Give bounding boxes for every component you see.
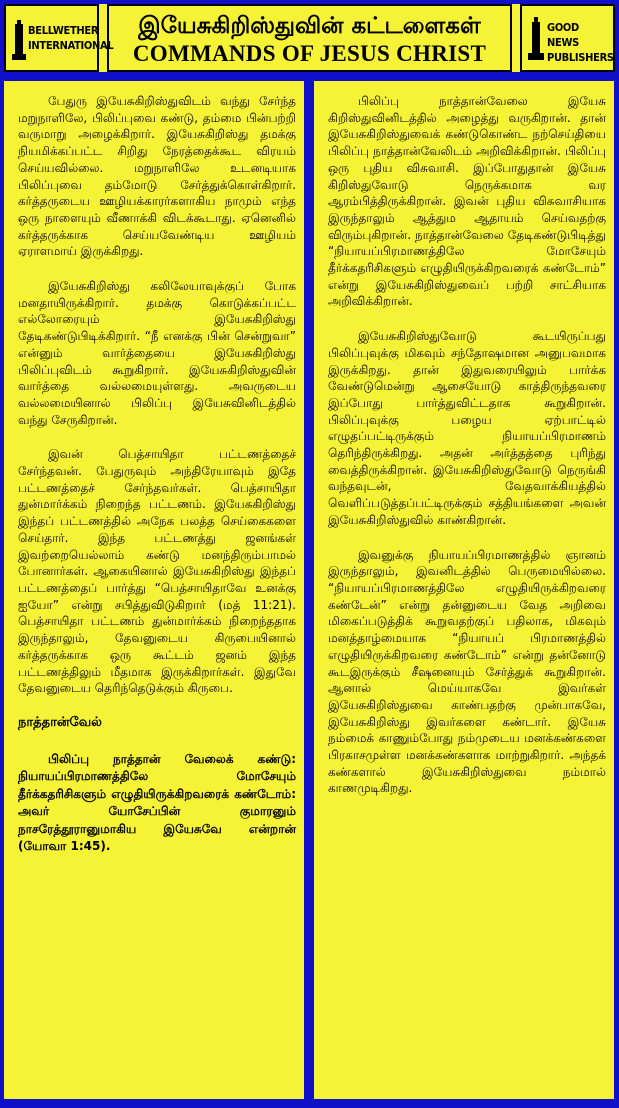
bellwether-logo-text [28,23,113,53]
title-box [107,4,512,72]
right-column [314,81,614,1099]
section-heading: நாத்தான்வேல் [18,714,102,730]
good-news-logo [520,4,615,72]
paragraph: பேதுரு இயேசுகிறிஸ்துவிடம் வந்து சேர்ந்த மறுநாளிலே, பிலிப்புவை கண்டு, தம்மை பின்பற்றி வருமாறு அழைக்கிறார். இயேசுகிறிஸ்து தமக்கு நியமிக்கப்பட்ட சிறிது நேரத்தைக்கூட விரயம் செய்யவில்லை. மறுநாளிலே உடனடியாக பிலிப்புவை தம்மோடு சேர்த்துக்கொள்கிறார். கர்த்தருடைய ஊழியக்காரர்களாகிய நாமும் எந்த ஒரு நாளையும் வீணாக்கி விடக்கூடாது. ஏனெனில் கர்த்தருக்காக செய்யவேண்டிய ஊழியம் ஏராளமாய் இருக்கிறது. [18,94,296,259]
page-title-tamil: இயேசுகிறிஸ்துவின் கட்டளைகள் [138,13,481,39]
logo-line-2: PUBLISHERS [547,51,614,64]
logo-line-2: INTERNATIONAL [28,39,114,52]
bellwether-logo [4,4,114,72]
paragraph: இவனுக்கு நியாயப்பிரமாணத்தில் ஞானம் இருந்தாலும், இவனிடத்தில் பெருமையில்லை. “நியாயப்பிரமாணத்திலே எழுதியிருக்கிறவரை கண்டேன்” என்று தன்னுடைய வேத அறிவை மிகைப்படுத்திக் கூறுவதற்குப் பதிலாக, மிகவும் மனத்தாழ்மையாக “நியாயப் பிரமாணத்தில் எழுதியிருக்கிறவரை கண்டோம்” என்று தன்னோடு கூடஇருக்கும் சீஷனையும் சேர்த்துக் கூறுகிறான். ஆனால் மெய்யாகவே இவர்கள் இயேசுகிறிஸ்துவை காண்பதற்கு முன்பாகவே, இயேசுகிறிஸ்து இவர்களை கண்டார். இயேசு நம்மைக் காணும்போது நம்முடைய மனக்கண்களை பிரகாசமுள்ள மனக்கண்களாக மாற்றுகிறார். அந்தக் கண்களால் இயேசுகிறிஸ்துவை நம்மால் காணமுடிகிறது. [328,547,606,796]
logo-line-1: BELLWETHER [28,24,99,37]
paragraph: இயேசுகிறிஸ்துவோடு கூடயிருப்பது பிலிப்புவுக்கு மிகவும் சந்தோஷமான அனுபவமாக இருக்கிறது. தான் இதுவரையிலும் பார்க்க வேண்டுமென்று ஆசையோடு காத்திருந்தவரை இப்போது பார்த்துவிட்டதாக கூறுகிறான். பிலிப்புவுக்கு பழைய ஏற்பாட்டில் எழுதப்பட்டிருக்கும் நியாயப்பிரமாணம் தெரிந்திருக்கிறது. அதன் அர்த்தத்தை புரிந்து வைத்திருக்கிறான். இயேசுகிறிஸ்துவோடு நெருங்கி வந்தவுடன், வேதவாக்கியத்தில் வெளிப்படுத்தப்பட்டிருக்கும் சத்தியங்களை அவன் இயேசுகிறிஸ்துவில் காண்கிறான். [328,329,606,527]
page-title-english: COMMANDS OF JESUS CHRIST [132,41,487,66]
left-column [4,81,304,1099]
logo-line-1: GOOD NEWS [547,21,579,49]
paragraph: இவன் பெத்சாயிதா பட்டணத்தைச் சேர்ந்தவன். பேதுருவும் அந்திரேயாவும் இதே பட்டணத்தைச் சேர்ந்தவர்கள். பெத்சாயிதா துன்மார்க்கம் நிறைந்த பட்டணம். இயேசுகிறிஸ்து இந்தப் பட்டணத்தில் அநேக பலத்த செய்கைகளை செய்தார். இந்த பட்டணத்து ஜனங்கள் இவற்றையெல்லாம் கண்டு மனந்திரும்பாமல் போனார்கள். ஆகையினால் இயேசுகிறிஸ்து இந்தப் பட்டணத்தைப் பார்த்து “பெத்சாயிதாவே உனக்கு ஐயோ” என்று சபித்துவிடுகிறார் (மத் 11:21). பெத்சாயிதா பட்டணம் துன்மார்க்கம் நிறைந்ததாக இருந்தாலும், தேவனுடைய கிருபையினால் கர்த்தருக்காக ஒரு கூட்டம் ஜனம் இந்த பட்டணத்திலும் மீதமாக இருக்கிறார்கள். இதுவே தேவனுடைய தெரிந்தெடுக்கும் கிருபை. [18,447,296,696]
good-news-logo-text [547,20,614,65]
paragraph: இயேசுகிறிஸ்து கலிலேயாவுக்குப் போக மனதாயிருக்கிறார். தமக்கு கொடுக்கப்பட்ட எல்லோரையும் இயேசுகிறிஸ்து தேடிகண்டுபிடிக்கிறார். “நீ எனக்கு பின் சென்றுவா” என்னும் வார்த்தையை இயேசுகிறிஸ்து பிலிப்புவிடம் கூறுகிறார். இயேசுகிறிஸ்துவின் வார்த்தை வல்லமையுள்ளது. அவருடைய வல்லமையினால் பிலிப்பு இயேசுவினிடத்தில் வந்து சேருகிறான். [18,279,296,427]
page-header [4,4,615,72]
tower-icon [527,17,545,63]
bible-verse: பிலிப்பு நாத்தான் வேலைக் கண்டு: நியாயப்பிரமாணத்திலே மோசேயும் தீர்க்கதரிசிகளும் எழுதியிருக்கிறவரைக் கண்டோம்: அவர் யோசேப்பின் குமாரனும் நாசரேத்தூரானுமாகிய இயேசுவே என்றான் (யோவா 1:45). [18,751,296,854]
tower-icon [11,18,27,62]
paragraph: பிலிப்பு நாத்தான்வேலை இயேசு கிறிஸ்துவினிடத்தில் அழைத்து வருகிறான். தான் இயேசுகிறிஸ்துவைக் கண்டுகொண்ட நற்செய்தியை பிலிப்பு நாத்தான்வேலிடம் அறிவிக்கிறான். பிலிப்பு ஒரு புதிய விசுவாசி. இப்போதுதான் இயேசு கிறிஸ்துவோடு நெருக்கமாக வர ஆரம்பித்திருக்கிறான். இவன் புதிய விசுவாசியாக இருந்தாலும் ஆத்தும ஆதாயம் செய்வதற்கு விரும்புகிறான். நாத்தான்வேலை தேடிகண்டுபிடித்து “நியாயப்பிரமாணத்திலே மோசேயும் தீர்க்கதரிசிகளும் எழுதியிருக்கிறவரைக் கண்டோம்” என்று இயேசுகிறிஸ்துவைப் பற்றி சாட்சியாக அறிவிக்கிறான். [328,94,606,309]
